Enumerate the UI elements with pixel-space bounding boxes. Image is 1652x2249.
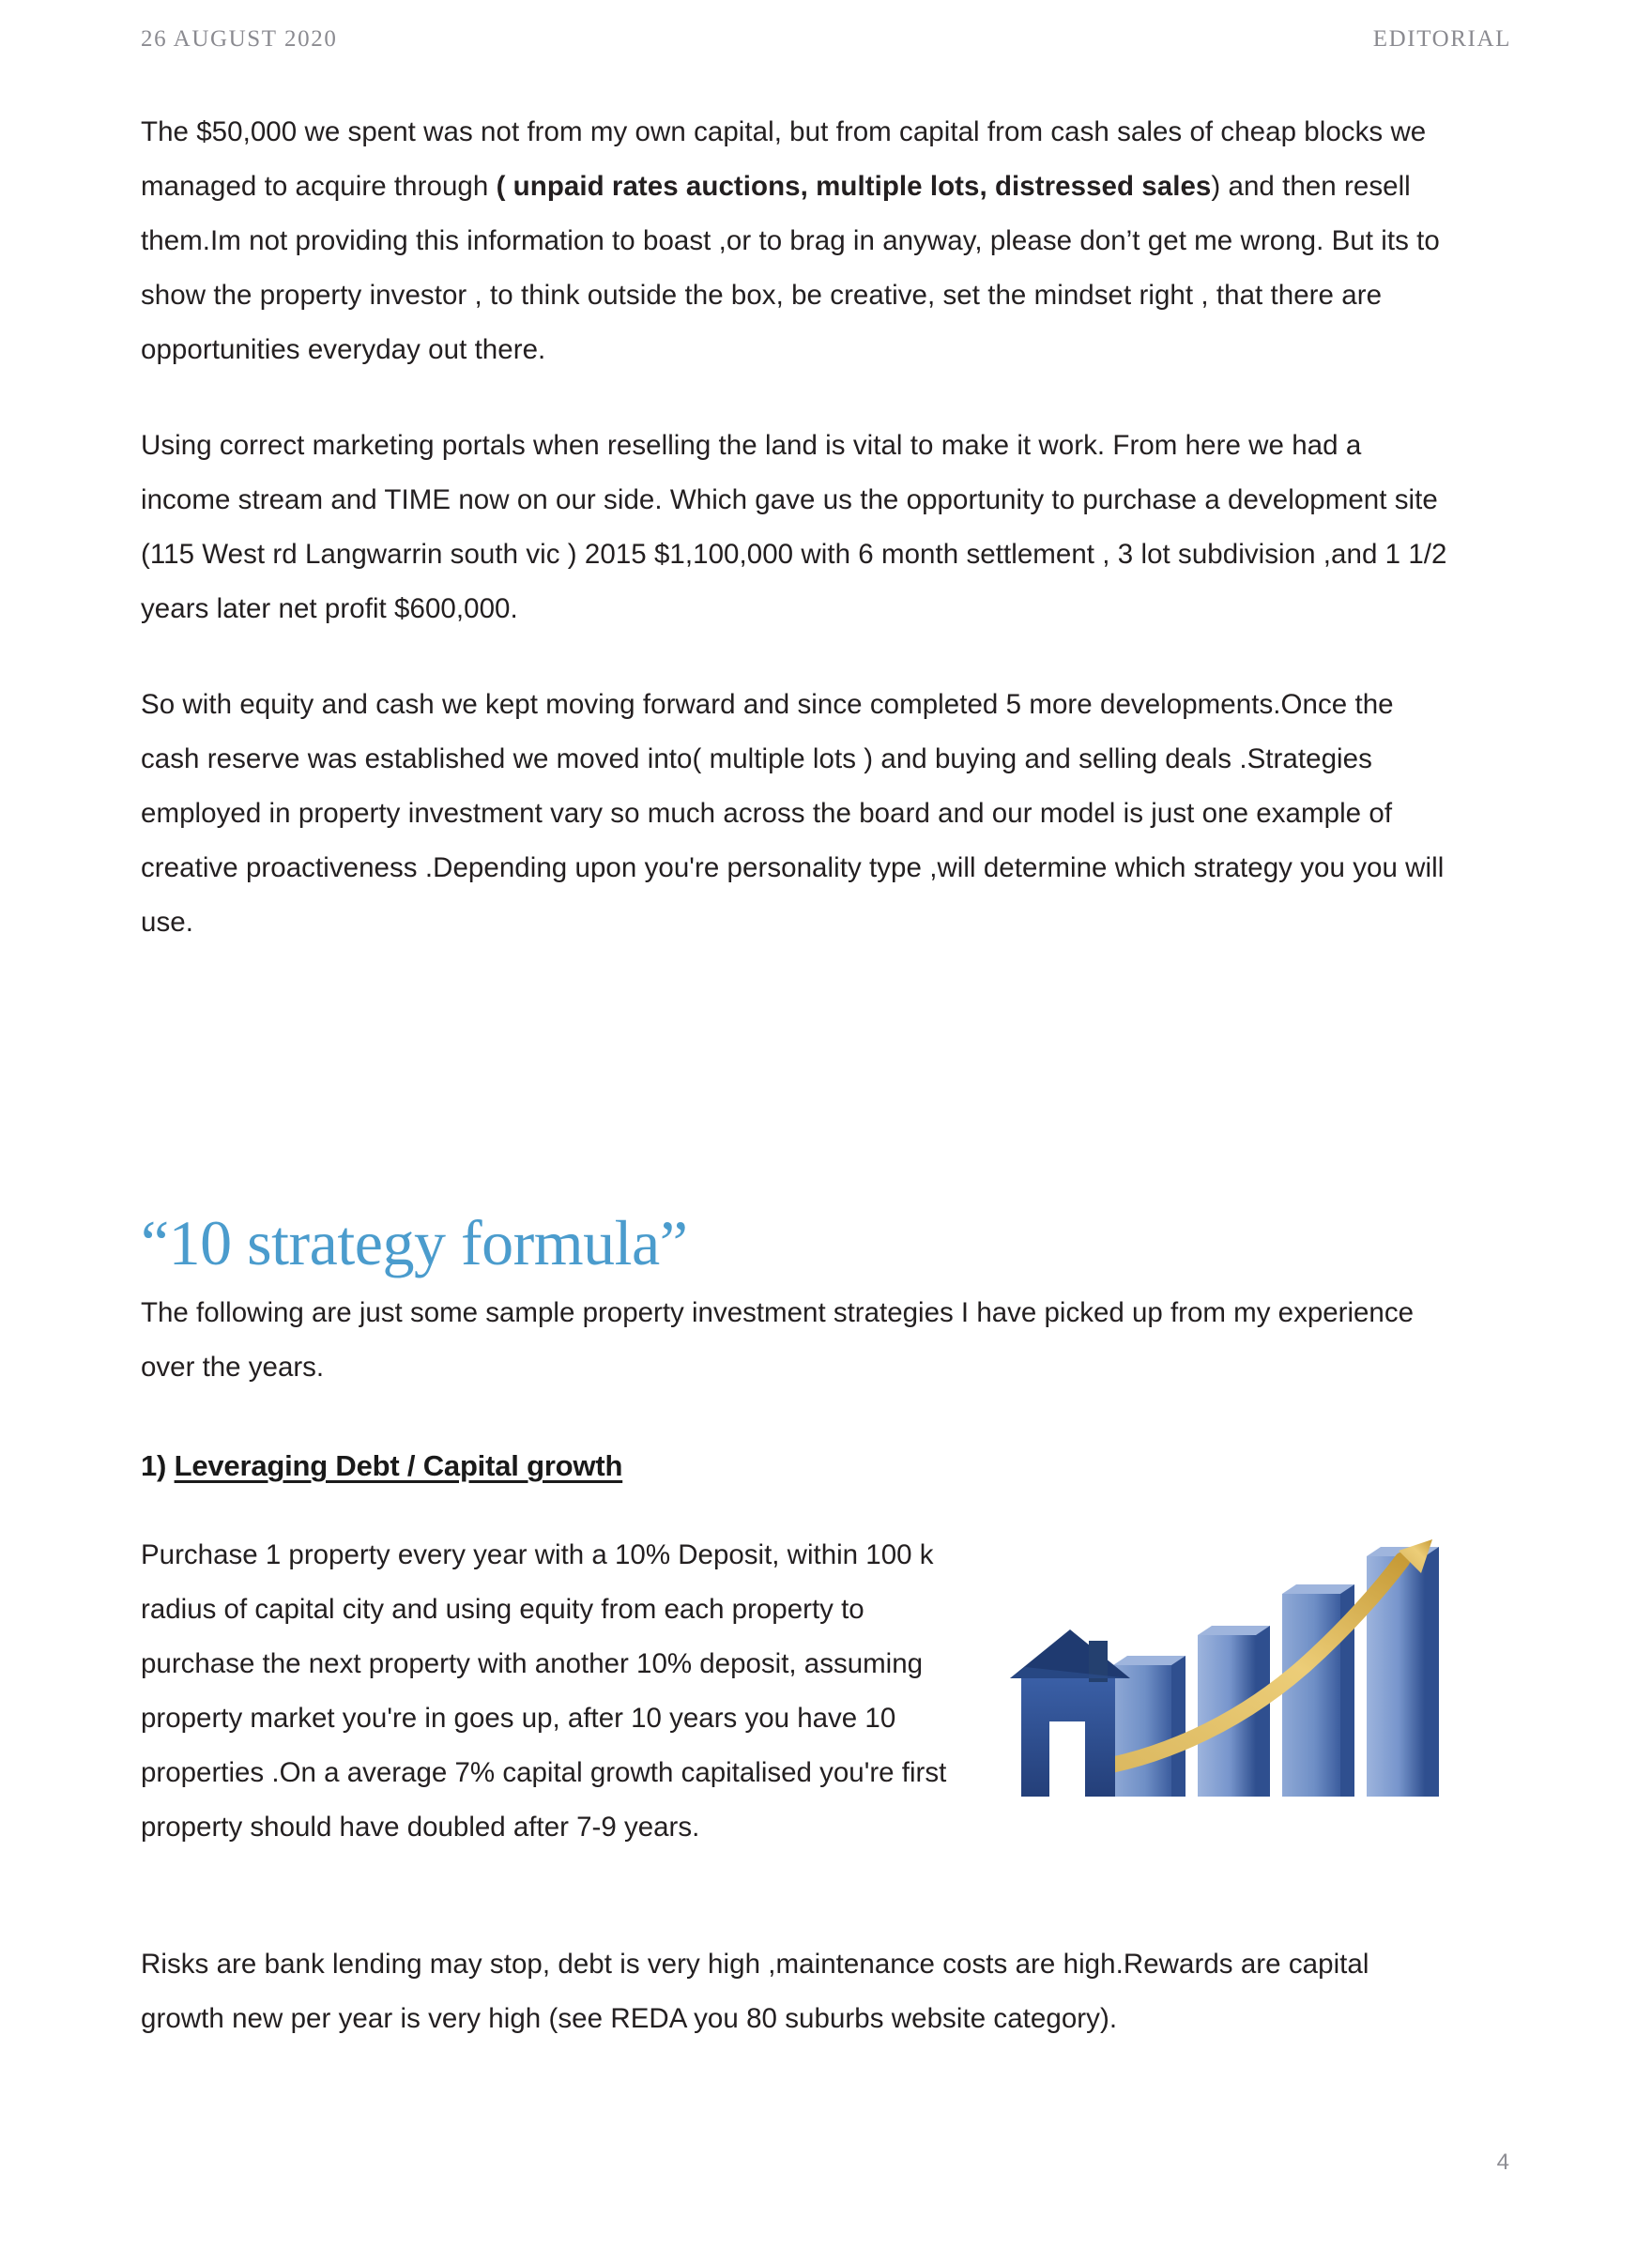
- page-number: 4: [1496, 2150, 1509, 2175]
- paragraph-1-part-a: The $50,000 we spent was not from my own capital, but from capital from cash sales of cheap blocks we managed to acquire through: [141, 116, 1427, 202]
- header-date: 26 AUGUST 2020: [141, 26, 338, 52]
- house-icon: [1010, 1629, 1130, 1797]
- paragraph-2: Using correct marketing portals when reselling the land is vital to make it work. From here we had a income stream and TIME now on our side. Which gave us the opportunity to purchase a development site (115 West rd Langwarrin south vic ) 2015 $1,100,000 with 6 month settlement , 3 lot subdivision ,and 1 1/2 years later net profit $600,000.: [141, 430, 1447, 624]
- strategy-1-title: Leveraging Debt / Capital growth: [174, 1449, 623, 1482]
- section-spacer: [141, 991, 1455, 1205]
- strategy-1-figure-section: [141, 1528, 1455, 1896]
- section-display-heading: “10 strategy formula”: [141, 1207, 688, 1278]
- growth-chart-svg: [993, 1536, 1455, 1817]
- paragraph-1: [141, 105, 1455, 377]
- growth-chart-with-house-illustration: [993, 1536, 1455, 1817]
- strategy-1-number: 1): [141, 1449, 167, 1482]
- paragraph-1-bold-phrase: ( unpaid rates auctions, multiple lots, distressed sales: [496, 171, 1212, 202]
- section-intro-paragraph: The following are just some sample property investment strategies I have picked up from my experience over the years.: [141, 1297, 1414, 1383]
- header-section-label: EDITORIAL: [1372, 26, 1511, 52]
- strategy-1-body-paragraph: Purchase 1 property every year with a 10% Deposit, within 100 k radius of capital city and using equity from each property to purchase the next property with another 10% deposit, assuming property market you're in goes up, after 10 years you have 10 properties .On a average 7% capital growth capitalised you're first property should have doubled after 7-9 years.: [141, 1539, 947, 1843]
- paragraph-1-part-b: ) and then resell them.Im not providing this information to boast ,or to brag in anyway, please don’t get me wrong. But its to show the property investor , to think outside the box, be creative, set the mindset right , that there are opportunities everyday out there.: [141, 171, 1440, 365]
- running-header: [141, 21, 1511, 58]
- strategy-1-risks-paragraph: Risks are bank lending may stop, debt is very high ,maintenance costs are high.Rewards are capital growth new per year is very high (see REDA you 80 suburbs website category).: [141, 1949, 1369, 2034]
- strategy-1-heading: [141, 1447, 1455, 1485]
- article-content: [141, 105, 1455, 2088]
- paragraph-3: So with equity and cash we kept moving forward and since completed 5 more developments.Once the cash reserve was established we moved into( multiple lots ) and buying and selling deals .Strategies employed in property investment vary so much across the board and our model is just one example of creative proactiveness .Depending upon you're personality type ,will determine which strategy you you will use.: [141, 689, 1445, 938]
